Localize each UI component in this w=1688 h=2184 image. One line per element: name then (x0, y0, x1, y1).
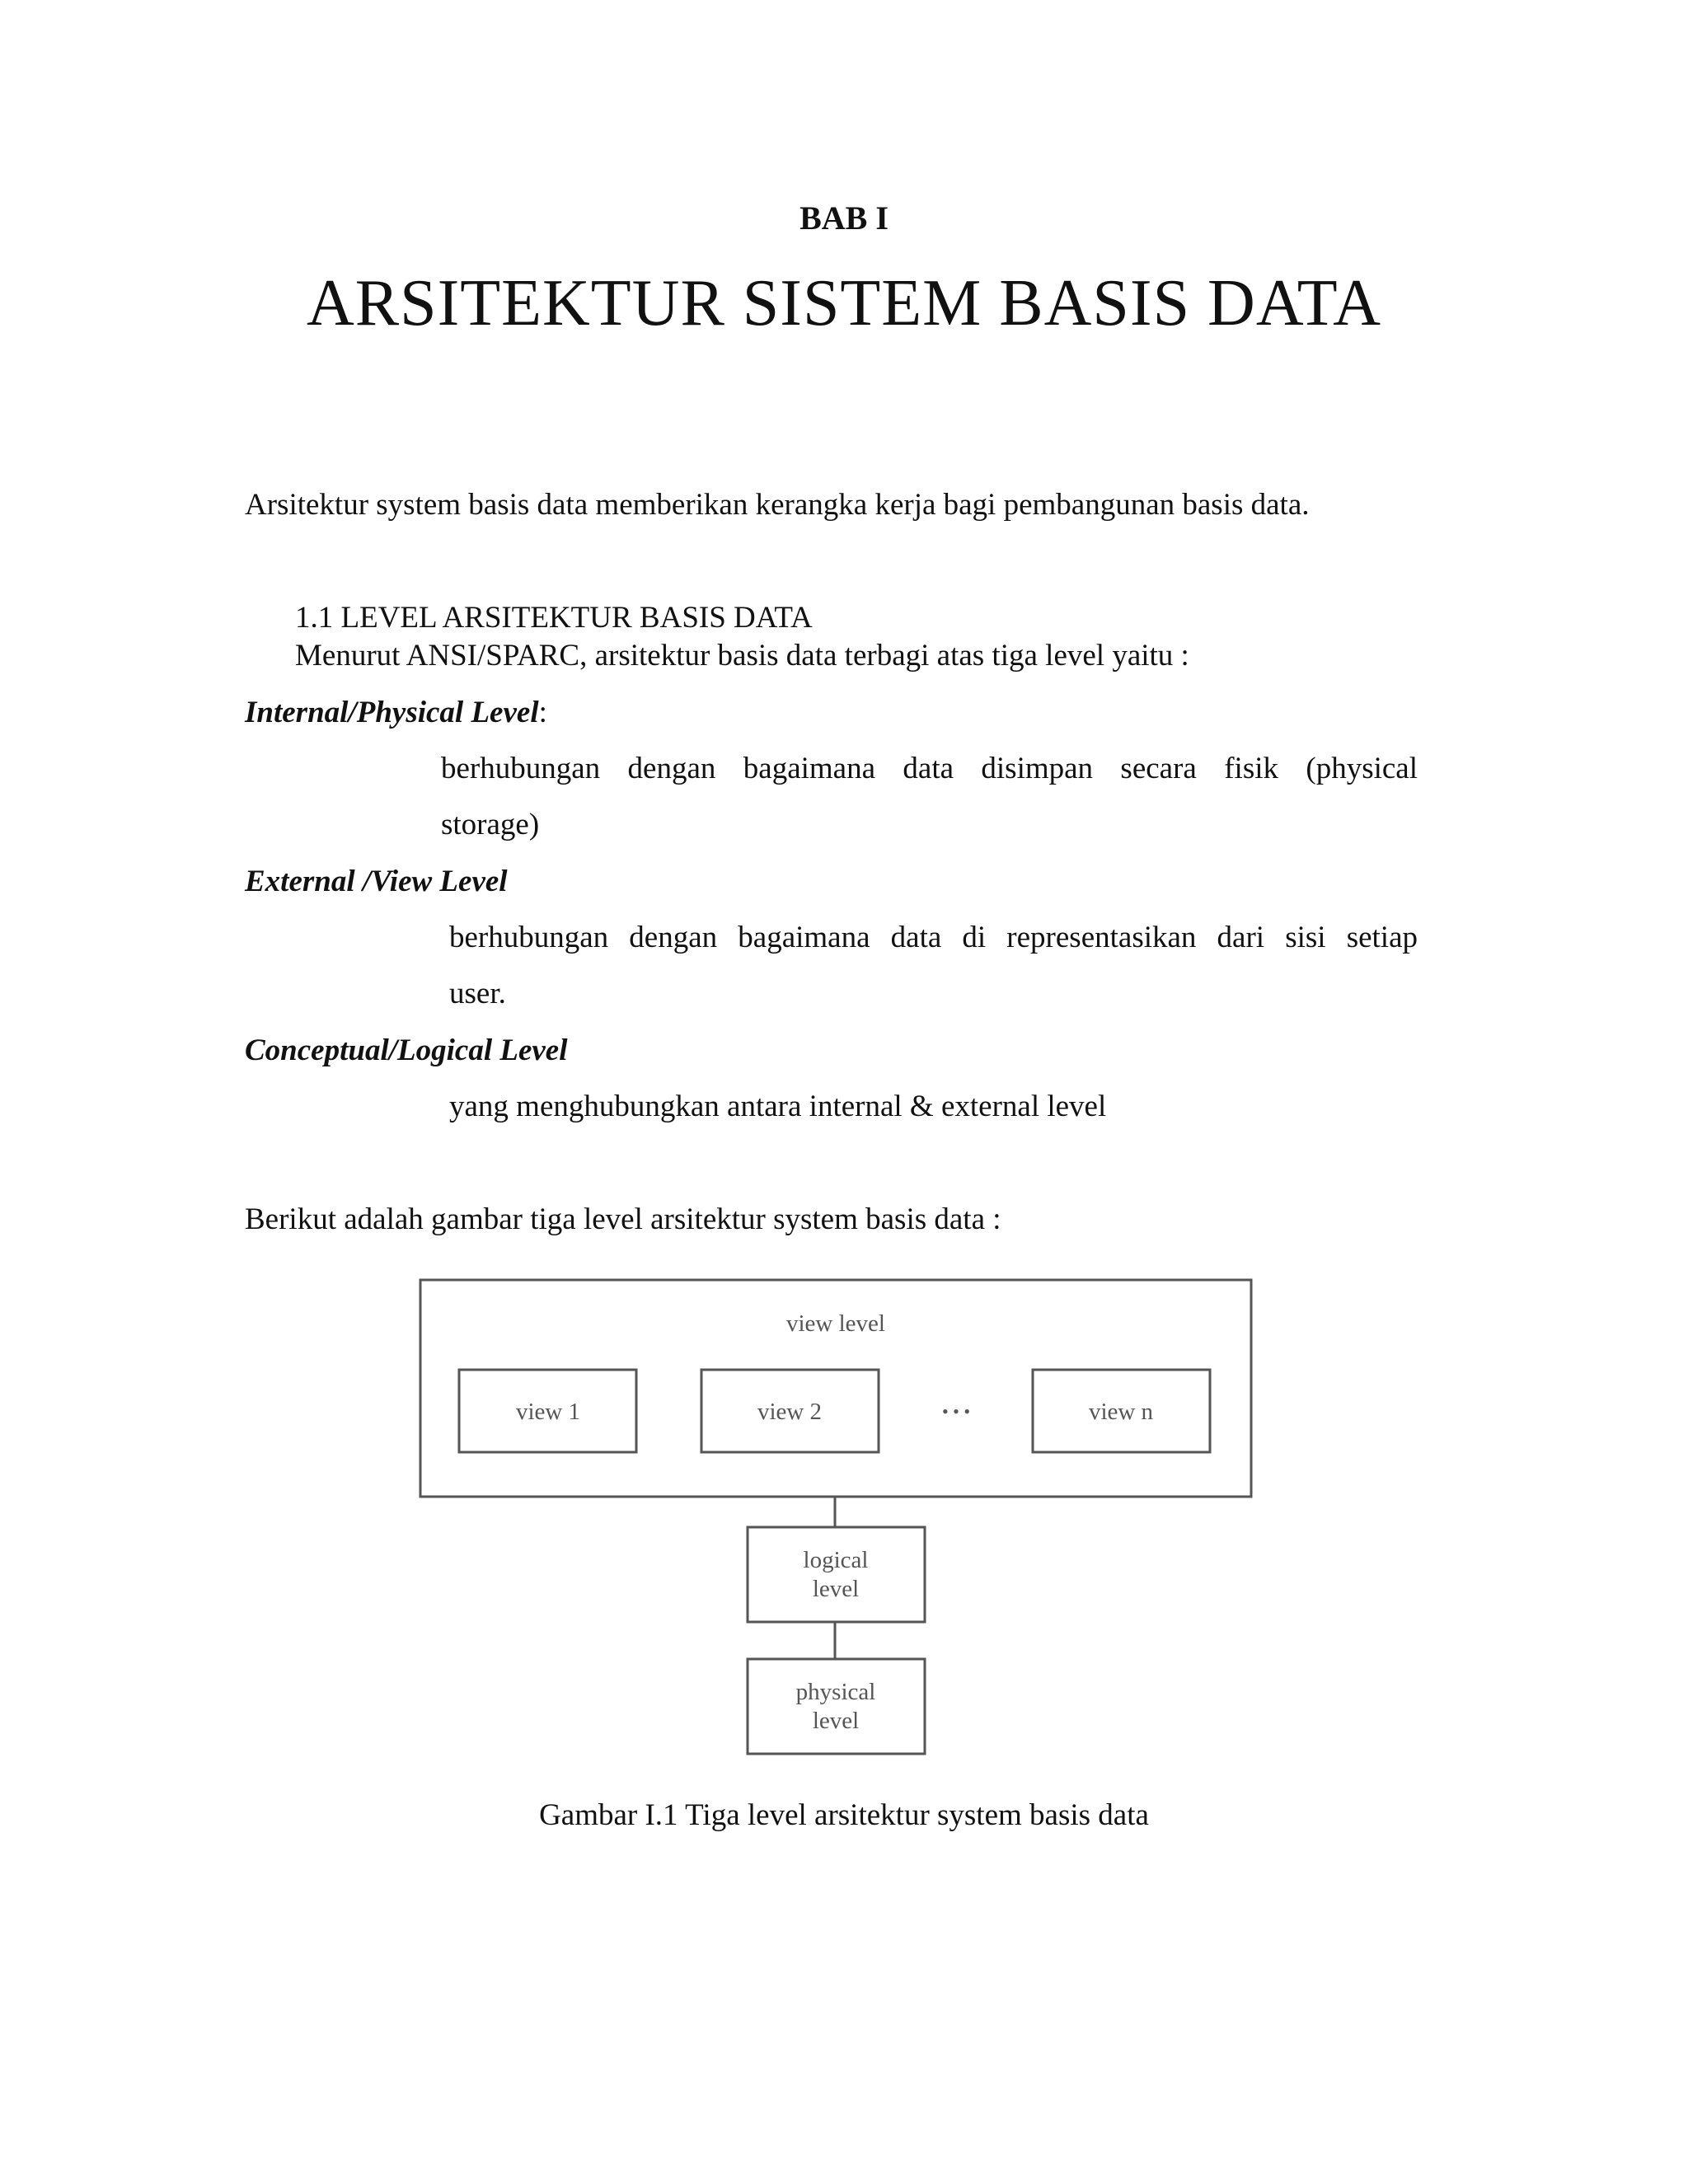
term-label: Internal/Physical Level (245, 696, 539, 729)
section-heading: 1.1 LEVEL ARSITEKTUR BASIS DATA (295, 601, 813, 635)
architecture-diagram (416, 1276, 1257, 1770)
physical-label-line2: level (812, 1708, 860, 1734)
chapter-number: BAB I (799, 199, 889, 237)
view-2-label: view 2 (757, 1399, 823, 1425)
internal-description-line1: berhubungan dengan bagaimana data disimpan secara fisik (physical (441, 752, 1418, 785)
view-1-label: view 1 (515, 1399, 581, 1425)
term-conceptual-logical: Conceptual/Logical Level (245, 1033, 568, 1067)
ellipsis-label: • • • (941, 1401, 971, 1422)
section-lead: Menurut ANSI/SPARC, arsitektur basis data terbagi atas tiga level yaitu : (295, 639, 1189, 673)
view-level-label: view level (786, 1310, 885, 1337)
term-external-view: External /View Level (245, 865, 508, 898)
physical-label-line1: physical (795, 1679, 876, 1705)
logical-label-line1: logical (803, 1547, 869, 1573)
term-colon: : (538, 696, 547, 729)
figure-intro: Berikut adalah gambar tiga level arsitektur system basis data : (245, 1202, 1001, 1236)
term-internal-physical (245, 694, 547, 732)
chapter-title: ARSITEKTUR SISTEM BASIS DATA (307, 267, 1381, 340)
view-n-label: view n (1088, 1399, 1154, 1425)
logical-label-line2: level (812, 1576, 860, 1602)
intro-paragraph: Arsitektur system basis data memberikan kerangka kerja bagi pembangunan basis data. (245, 488, 1310, 522)
conceptual-description: yang menghubungkan antara internal & external level (449, 1090, 1107, 1123)
figure-caption: Gambar I.1 Tiga level arsitektur system basis data (539, 1798, 1149, 1832)
logical-level-box (748, 1527, 925, 1622)
internal-description-line2: storage) (441, 808, 540, 841)
external-description-line2: user. (449, 977, 506, 1010)
physical-level-box (748, 1659, 925, 1754)
external-description-line1: berhubungan dengan bagaimana data di representasikan dari sisi setiap (449, 921, 1418, 954)
